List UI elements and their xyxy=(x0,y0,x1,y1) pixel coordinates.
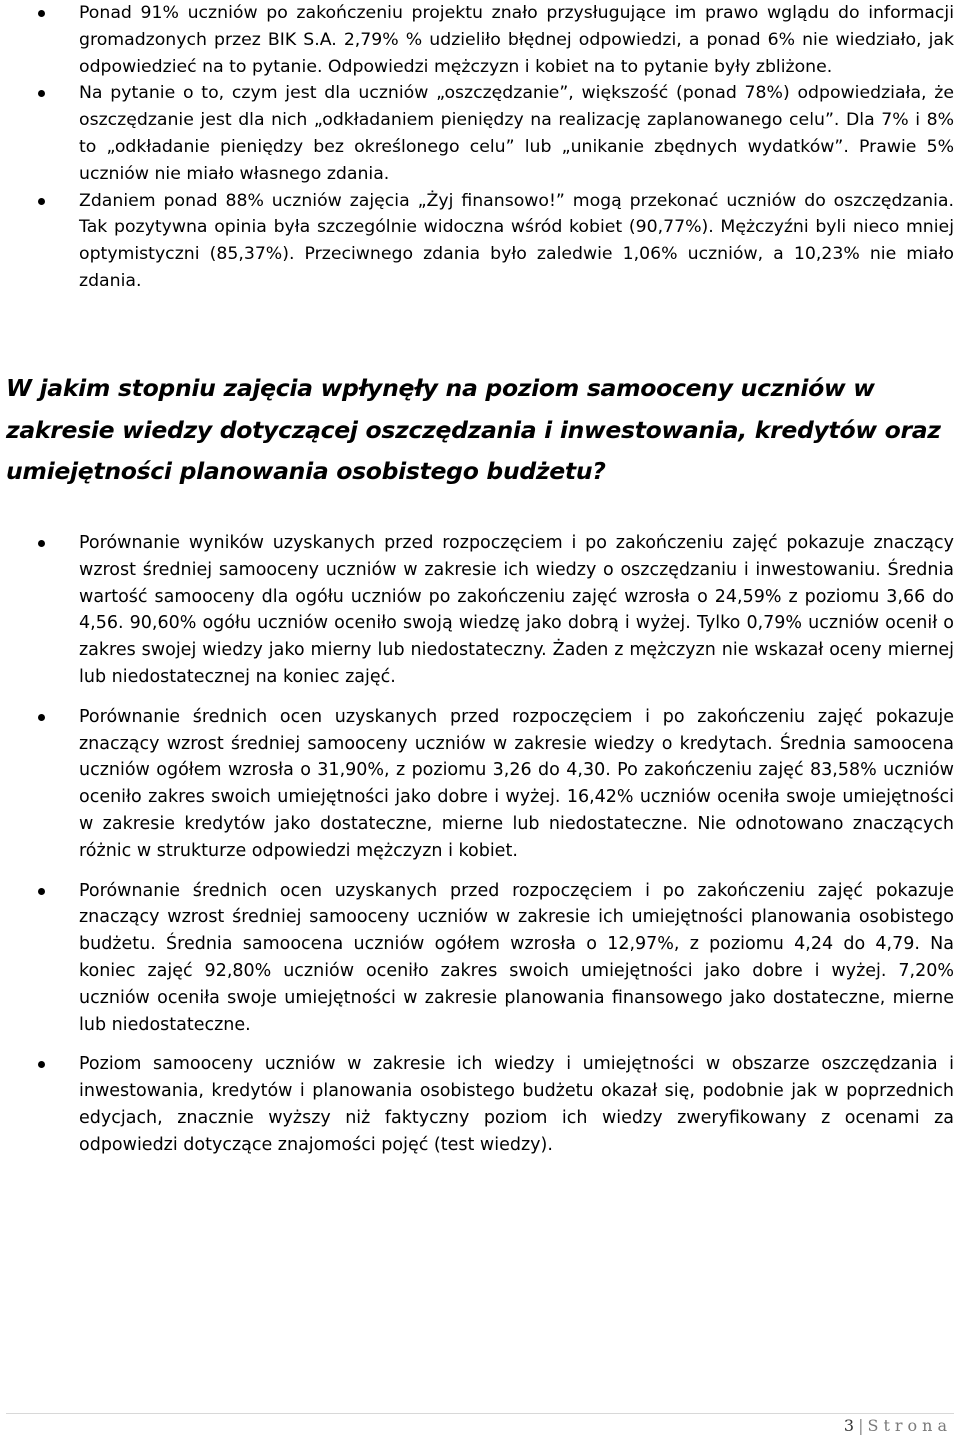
bullet-text: Porównanie wyników uzyskanych przed rozpoczęciem i po zakończeniu zajęć pokazuje znaczący wzrost średniej samooceny uczniów w zakresie ich wiedzy o oszczędzaniu i inwestowaniu. Średnia wartość samooceny dla ogółu uczniów po zakończeniu zajęć wzrosła o 24,59% z poziomu 3,66 do 4,56. 90,60% ogółu uczniów oceniło swoją wiedzę jako dobrą i wyżej. Tylko 0,79% uczniów ocenił o zakres swojej wiedzy jako mierny lub niedostateczny. Żaden z mężczyzn nie wskazał oceny miernej lub niedostatecznej na koniec zajęć. xyxy=(79,533,954,687)
bullet-icon xyxy=(38,10,45,17)
bullet-text: Porównanie średnich ocen uzyskanych przed rozpoczęciem i po zakończeniu zajęć pokazuje znaczący wzrost średniej samooceny uczniów w zakresie wiedzy o kredytach. Średnia samoocena uczniów ogółem wzrosła o 31,90%, z poziomu 3,26 do 4,30. Po zakończeniu zajęć 83,58% uczniów oceniło zakres swoich umiejętności jako dobre i wyżej. 16,42% uczniów oceniła swoje umiejętności w zakresie kredytów jako dostateczne, mierne lub niedostateczne. Nie odnotowano znaczących różnic w strukturze odpowiedzi mężczyzn i kobiet. xyxy=(79,706,954,861)
footer-divider xyxy=(6,1413,954,1414)
findings-bullet-list xyxy=(0,530,960,1172)
list-item xyxy=(0,530,960,691)
bullet-icon xyxy=(38,90,45,97)
page-footer xyxy=(844,1416,952,1435)
bullet-text: Ponad 91% uczniów po zakończeniu projektu znało przysługujące im prawo wglądu do informacji gromadzonych przez BIK S.A. 2,79% % udzieliło błędnej odpowiedzi, a ponad 6% nie wiedziało, jak odpowiedzieć na to pytanie. Odpowiedzi mężczyzn i kobiet na to pytanie były zbliżone. xyxy=(79,3,954,77)
page-number: 3 xyxy=(843,1416,855,1435)
list-item xyxy=(0,80,960,187)
bullet-icon xyxy=(38,1061,45,1068)
footer-separator: | xyxy=(858,1416,864,1435)
bullet-icon xyxy=(38,540,45,547)
section-heading: W jakim stopniu zajęcia wpłynęły na poziom samooceny uczniów w zakresie wiedzy dotyczącej oszczędzania i inwestowania, kredytów oraz umiejętności planowania osobistego budżetu? xyxy=(6,374,941,485)
page-label: Strona xyxy=(867,1416,952,1435)
bullet-icon xyxy=(38,888,45,895)
list-item xyxy=(0,188,960,295)
bullet-text: Porównanie średnich ocen uzyskanych przed rozpoczęciem i po zakończeniu zajęć pokazuje znaczący wzrost średniej samooceny uczniów w zakresie ich umiejętności planowania osobistego budżetu. Średnia samoocena uczniów ogółem wzrosła o 12,97%, z poziomu 4,24 do 4,79. Na koniec zajęć 92,80% uczniów oceniło zakres swoich umiejętności jako dobre i wyżej. 7,20% uczniów oceniła swoje umiejętności w zakresie planowania finansowego jako dostateczne, mierne lub niedostateczne. xyxy=(79,880,954,1035)
bullet-text: Zdaniem ponad 88% uczniów zajęcia „Żyj finansowo!” mogą przekonać uczniów do oszczędzania. Tak pozytywna opinia była szczególnie widoczna wśród kobiet (90,77%). Mężczyźni byli nieco mniej optymistyczni (85,37%). Przeciwnego zdania było zaledwie 1,06% uczniów, a 10,23% nie miało zdania. xyxy=(79,190,954,291)
intro-bullet-list xyxy=(0,0,960,295)
bullet-text: Poziom samooceny uczniów w zakresie ich wiedzy i umiejętności w obszarze oszczędzania i inwestowania, kredytów i planowania osobistego budżetu okazał się, podobnie jak w poprzednich edycjach, znacznie wyższy niż faktyczny poziom ich wiedzy zweryfikowany z ocenami za odpowiedzi dotyczące znajomości pojęć (test wiedzy). xyxy=(79,1054,954,1155)
list-item xyxy=(0,0,960,80)
list-item xyxy=(0,1051,960,1158)
bullet-text: Na pytanie o to, czym jest dla uczniów „oszczędzanie”, większość (ponad 78%) odpowiedziała, że oszczędzanie jest dla nich „odkładaniem pieniędzy na realizację zaplanowanego celu”. Dla 7% i 8% to „odkładanie pieniędzy bez określonego celu” lub „unikanie zbędnych wydatków”. Prawie 5% uczniów nie miało własnego zdania. xyxy=(79,83,954,184)
bullet-icon xyxy=(38,198,45,205)
list-item xyxy=(0,878,960,1039)
bullet-icon xyxy=(38,714,45,721)
list-item xyxy=(0,704,960,865)
